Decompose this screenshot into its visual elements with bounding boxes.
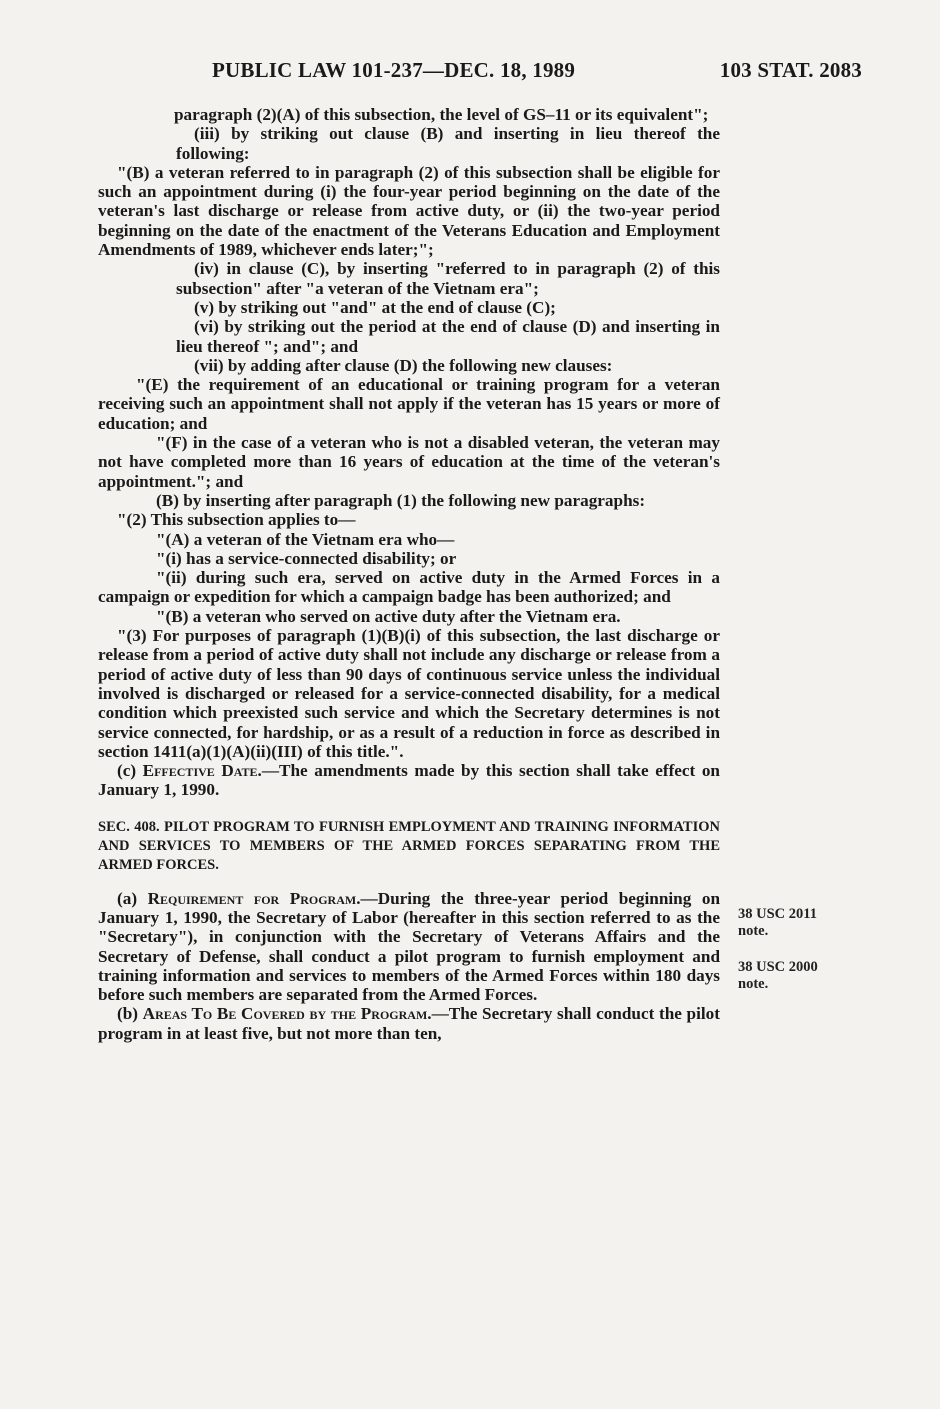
document-body xyxy=(98,105,720,1043)
subsection-b-dash: — xyxy=(431,1004,449,1024)
subsection-b-areas xyxy=(98,1004,720,1043)
subsection-c-title: Effective Date. xyxy=(142,761,262,781)
clause-vii: (vii) by adding after clause (D) the following new clauses: xyxy=(194,355,613,375)
quoted-clause-i: "(i) has a service-connected disability; or xyxy=(156,548,457,568)
clause-v: (v) by striking out "and" at the end of clause (C); xyxy=(194,297,556,317)
subsection-c-dash: — xyxy=(261,761,280,781)
subparagraph-b: (B) by inserting after paragraph (1) the following new paragraphs: xyxy=(156,490,646,510)
quoted-subparagraph-a: "(A) a veteran of the Vietnam era who— xyxy=(156,529,455,549)
clause-iii: (iii) by striking out clause (B) and inserting in lieu thereof the following: xyxy=(176,124,720,163)
subsection-a-dash: — xyxy=(360,888,378,908)
subsection-b-title: Areas To Be Covered by the Program. xyxy=(142,1004,432,1024)
public-law-citation: PUBLIC LAW 101-237—DEC. 18, 1989 xyxy=(212,58,576,82)
section-number: SEC. 408. xyxy=(98,818,160,835)
section-408-heading xyxy=(98,818,720,875)
quoted-subparagraph-b: "(B) a veteran who served on active duty after the Vietnam era. xyxy=(156,606,621,626)
stat-page-number: 103 STAT. 2083 xyxy=(719,58,862,82)
quoted-paragraph-3: "(3) For purposes of paragraph (1)(B)(i) of this subsection, the last discharge or release from a period of active duty shall not include any discharge or release from a period of active duty of less than 90 days of continuous service unless the individual involved is discharged or released for a service-connected disability, for a medical condition which preexisted such service and which the Secretary determines is not service connected, for hardship, or as a result of a reduction in force as described in section 1411(a)(1)(A)(ii)(III) of this title.". xyxy=(98,626,720,761)
margin-note-2000: 38 USC 2000 note. xyxy=(738,959,818,992)
quoted-clause-b: "(B) a veteran referred to in paragraph (2) of this subsection shall be eligible for such an appointment during (i) the four-year period beginning on the date of the veteran's last discharge or release from active duty, or (ii) the two-year period beginning on the date of the enactment of the Veterans Education and Employment Amendments of 1989, whichever ends later;"; xyxy=(98,162,720,260)
subsection-b-text: The Secretary shall conduct the pilot program in at least five, but not more than ten, xyxy=(98,1004,720,1043)
subsection-a-text: During the three-year period beginning on January 1, 1990, the Secretary of Labor (hereafter in this section referred to as the "Secretary"), in conjunction with the Secretary of Veterans Affairs and the Secretary of Defense, shall conduct a pilot program to furnish employment and training information and services to members of the Armed Forces within 180 days before such members are separated from the Armed Forces. xyxy=(98,888,721,1005)
section-title: PILOT PROGRAM TO FURNISH EMPLOYMENT AND TRAINING INFORMATION AND SERVICES TO MEMBERS OF THE ARMED FORCES SEPARATING FROM THE ARMED FORCES. xyxy=(98,818,720,873)
subsection-c-label: (c) xyxy=(117,761,143,781)
paragraph-gs11: paragraph (2)(A) of this subsection, the level of GS–11 or its equivalent"; xyxy=(174,105,709,124)
subsection-a-title: Requirement for Program. xyxy=(147,888,361,908)
subsection-c-text: The amendments made by this section shall take effect on January 1, 1990. xyxy=(98,761,720,800)
clause-iv: (iv) in clause (C), by inserting "referred to in paragraph (2) of this subsection" after "a veteran of the Vietnam era"; xyxy=(176,259,720,298)
subsection-c-effective-date xyxy=(98,761,720,800)
quoted-clause-e: "(E) the requirement of an educational or training program for a veteran receiving such an appointment shall not apply if the veteran has 15 years or more of education; and xyxy=(98,375,720,433)
subsection-a-label: (a) xyxy=(117,888,148,908)
margin-note-2011: 38 USC 2011 note. xyxy=(738,906,817,939)
subsection-a-requirement xyxy=(98,889,720,1005)
quoted-paragraph-2: "(2) This subsection applies to— xyxy=(117,510,356,530)
clause-vi: (vi) by striking out the period at the end of clause (D) and inserting in lieu thereof "; and"; and xyxy=(176,317,720,356)
quoted-clause-ii: "(ii) during such era, served on active duty in the Armed Forces in a campaign or expedition for which a campaign badge has been authorized; and xyxy=(98,568,720,607)
quoted-clause-f: "(F) in the case of a veteran who is not a disabled veteran, the veteran may not have completed more than 16 years of education at the time of the veteran's appointment."; and xyxy=(98,433,720,491)
subsection-b-label: (b) xyxy=(117,1004,143,1024)
